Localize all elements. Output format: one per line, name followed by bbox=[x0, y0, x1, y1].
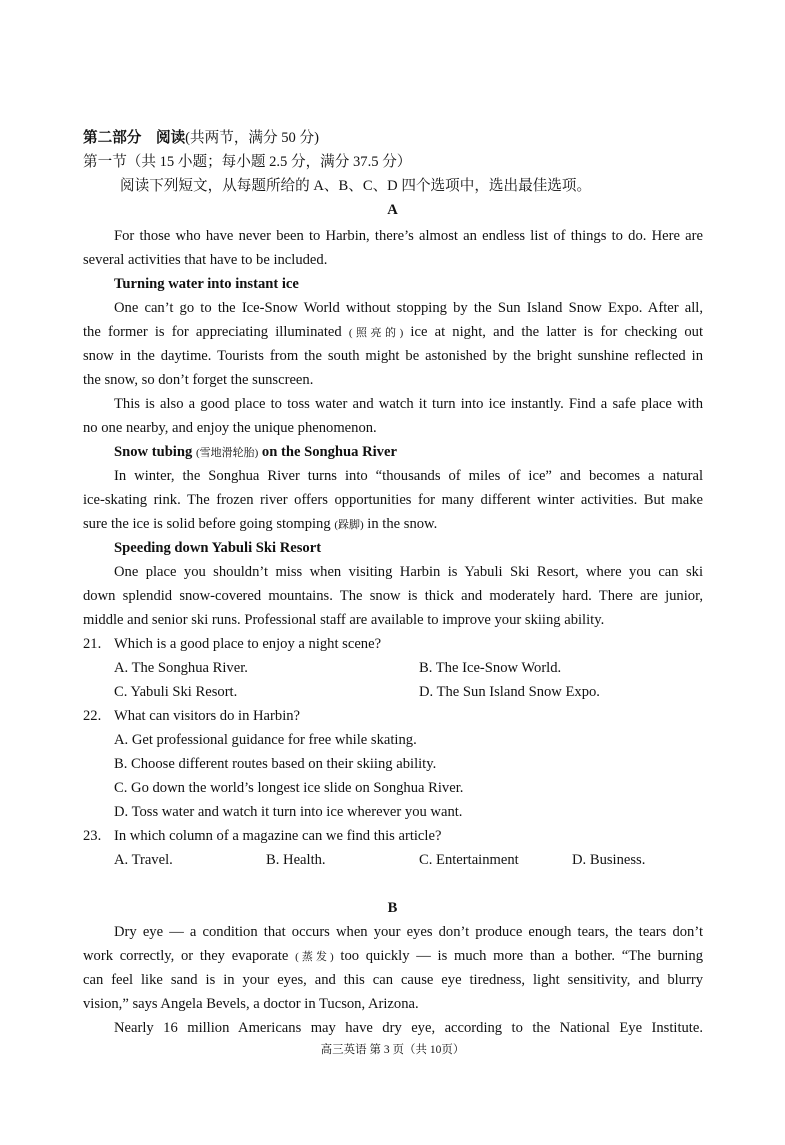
question-22 bbox=[83, 706, 703, 726]
text-segment: sure the ice is solid before going stomping bbox=[83, 516, 331, 532]
passage-a-intro-line: several activities that have to be included. bbox=[83, 252, 328, 268]
paragraph-line bbox=[83, 322, 703, 343]
instruction: 阅读下列短文，从每题所给的 A、B、C、D 四个选项中，选出最佳选项。 bbox=[120, 178, 592, 194]
gloss-note: (雪地滑轮胎) bbox=[195, 447, 259, 459]
question-stem: Which is a good place to enjoy a night scene? bbox=[114, 636, 382, 652]
gloss-note: (跺脚) bbox=[334, 519, 364, 531]
section-title-note: (共两节，满分 50 分) bbox=[185, 130, 319, 146]
option-b[interactable]: B. Choose different routes based on their skiing ability. bbox=[114, 756, 437, 772]
paragraph-line: This is also a good place to toss water and watch it turn into ice instantly. Find a safe place with bbox=[114, 396, 703, 412]
paragraph-line bbox=[83, 514, 703, 535]
question-21 bbox=[83, 634, 703, 654]
text-segment: work correctly, or they evaporate bbox=[83, 948, 289, 964]
question-number: 22. bbox=[83, 708, 102, 724]
option-a[interactable]: A. Travel. bbox=[114, 852, 173, 868]
option-c[interactable]: C. Go down the world’s longest ice slide on Songhua River. bbox=[114, 780, 464, 796]
paragraph-line: vision,” says Angela Bevels, a doctor in Tucson, Arizona. bbox=[83, 996, 419, 1012]
text-segment: Snow tubing bbox=[114, 444, 193, 460]
passage-a-intro-line: For those who have never been to Harbin, there’s almost an endless list of things to do. Here are bbox=[114, 228, 703, 244]
option-c[interactable]: C. Entertainment bbox=[419, 852, 519, 868]
part-label: 第一节 bbox=[83, 154, 127, 170]
paragraph-line: One place you shouldn’t miss when visiting Harbin is Yabuli Ski Resort, where you can ski bbox=[114, 564, 703, 580]
paragraph-line: Dry eye — a condition that occurs when your eyes don’t produce enough tears, the tears don’t bbox=[114, 924, 703, 940]
text-segment: ice at night, and the latter is for checking out bbox=[410, 324, 704, 340]
subheading-instant-ice: Turning water into instant ice bbox=[114, 276, 299, 292]
paragraph-line: can feel like sand is in your eyes, and this can cause eye tiredness, light sensitivity, and blurry bbox=[83, 972, 703, 988]
question-stem: In which column of a magazine can we find this article? bbox=[114, 828, 442, 844]
paragraph-line: the snow, so don’t forget the sunscreen. bbox=[83, 372, 314, 388]
paragraph-line: ice-skating rink. The frozen river offers opportunities for many different winter activities. But make bbox=[83, 492, 703, 508]
question-stem: What can visitors do in Harbin? bbox=[114, 708, 301, 724]
option-d[interactable]: D. Business. bbox=[572, 852, 646, 868]
text-segment: too quickly — is much more than a bother. “The burning bbox=[340, 948, 704, 964]
subheading-yabuli: Speeding down Yabuli Ski Resort bbox=[114, 540, 322, 556]
text-segment: on the Songhua River bbox=[261, 444, 397, 460]
option-b[interactable]: B. The Ice-Snow World. bbox=[419, 660, 562, 676]
text-segment: in the snow. bbox=[367, 516, 438, 532]
option-d[interactable]: D. The Sun Island Snow Expo. bbox=[419, 684, 600, 700]
part-note: （共 15 小题；每小题 2.5 分，满分 37.5 分） bbox=[126, 154, 412, 170]
subheading-snow-tubing bbox=[114, 442, 703, 463]
option-d[interactable]: D. Toss water and watch it turn into ice wherever you want. bbox=[114, 804, 463, 820]
paragraph-line: In winter, the Songhua River turns into “thousands of miles of ice” and becomes a natural bbox=[114, 468, 703, 484]
option-c[interactable]: C. Yabuli Ski Resort. bbox=[114, 684, 238, 700]
text-segment: the former is for appreciating illuminated bbox=[83, 324, 342, 340]
passage-b-letter: B bbox=[387, 900, 398, 916]
option-b[interactable]: B. Health. bbox=[266, 852, 326, 868]
paragraph-line: snow in the daytime. Tourists from the south might be astonished by the bright sunshine reflected in bbox=[83, 348, 703, 364]
paragraph-line: Nearly 16 million Americans may have dry eye, according to the National Eye Institute. bbox=[114, 1020, 703, 1036]
paragraph-line: middle and senior ski runs. Professional staff are available to improve your skiing ability. bbox=[83, 612, 605, 628]
passage-a-letter: A bbox=[387, 202, 398, 218]
part-heading bbox=[83, 152, 703, 172]
option-a[interactable]: A. Get professional guidance for free while skating. bbox=[114, 732, 417, 748]
paragraph-line: no one nearby, and enjoy the unique phenomenon. bbox=[83, 420, 377, 436]
paragraph-line: One can’t go to the Ice-Snow World without stopping by the Sun Island Snow Expo. After all, bbox=[114, 300, 703, 316]
gloss-note: (照亮的) bbox=[348, 327, 404, 339]
section-title: 第二部分 阅读 bbox=[83, 130, 186, 146]
paragraph-line bbox=[83, 946, 703, 967]
section-heading bbox=[83, 128, 703, 148]
question-23 bbox=[83, 826, 703, 846]
paragraph-line: down splendid snow-covered mountains. The snow is thick and moderately hard. There are junior, bbox=[83, 588, 703, 604]
question-number: 23. bbox=[83, 828, 102, 844]
question-number: 21. bbox=[83, 636, 102, 652]
page-footer: 高三英语 第 3 页（共 10页） bbox=[320, 1044, 465, 1056]
gloss-note: (蒸发) bbox=[295, 951, 334, 963]
option-a[interactable]: A. The Songhua River. bbox=[114, 660, 248, 676]
